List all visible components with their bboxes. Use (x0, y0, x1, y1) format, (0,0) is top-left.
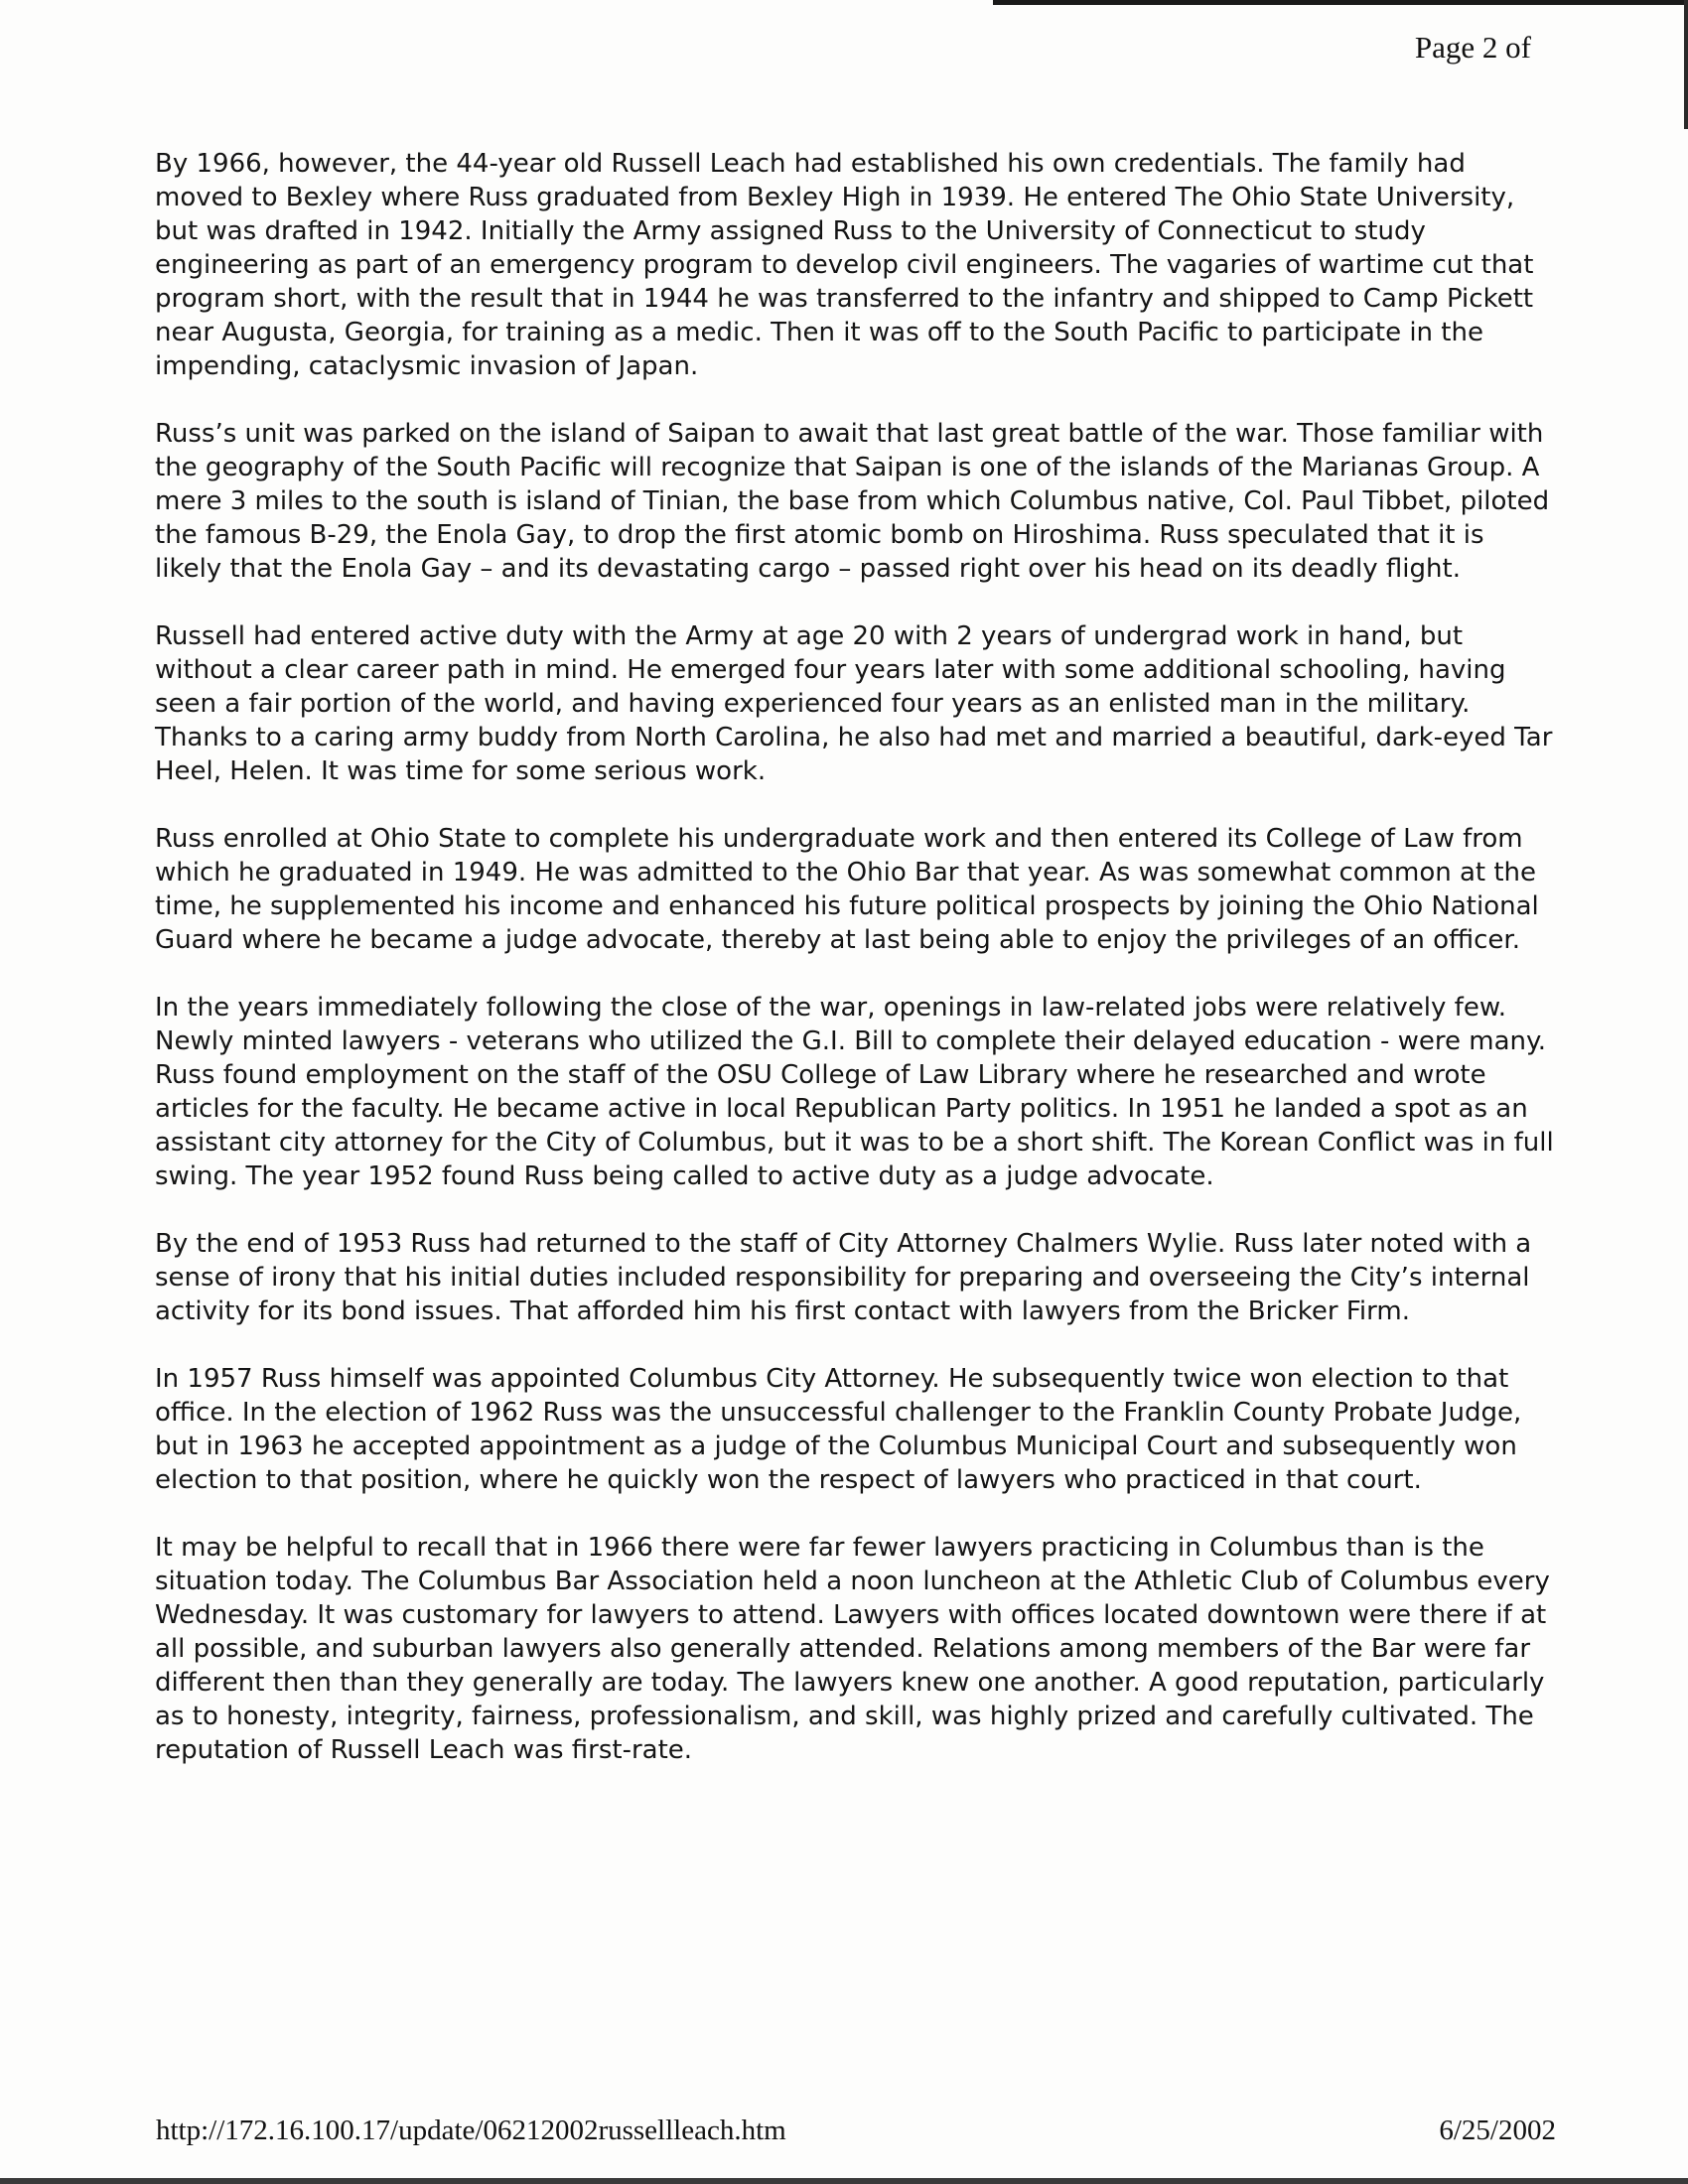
scan-edge-bottom (0, 2178, 1688, 2184)
page-number-header: Page 2 of (1414, 30, 1531, 65)
paragraph-8: It may be helpful to recall that in 1966 there were far fewer lawyers practicing in Columbus than is the situation today. The Columbus Bar Association held a noon luncheon at the Athletic Club of Columbus every Wednesday. It was customary for lawyers to attend. Lawyers with offices located downtown were there if at all possible, and suburban lawyers also generally attended. Relations among members of the Bar were far different then than they generally are today. The lawyers knew one another. A good reputation, particularly as to honesty, integrity, fairness, professionalism, and skill, was highly prized and carefully cultivated. The reputation of Russell Leach was first-rate. (155, 1533, 1550, 1765)
footer-date: 6/25/2002 (1439, 2115, 1556, 2146)
page-footer (156, 2115, 1556, 2147)
scan-edge-right (1684, 0, 1688, 129)
paragraph-7: In 1957 Russ himself was appointed Columbus City Attorney. He subsequently twice won election to that office. In the election of 1962 Russ was the unsuccessful challenger to the Franklin County Probate Judge, but in 1963 he accepted appointment as a judge of the Columbus Municipal Court and subsequently won election to that position, where he quickly won the respect of lawyers who practiced in that court. (155, 1364, 1522, 1495)
paragraph-4: Russ enrolled at Ohio State to complete his undergraduate work and then entered its College of Law from which he graduated in 1949. He was admitted to the Ohio Bar that year. As was somewhat common at the time, he supplemented his income and enhanced his future political prospects by joining the Ohio National Guard where he became a judge advocate, thereby at last being able to enjoy the privileges of an officer. (155, 824, 1539, 955)
scan-edge-top (993, 0, 1688, 5)
footer-url: http://172.16.100.17/update/06212002russellleach.htm (156, 2115, 786, 2146)
paragraph-1: By 1966, however, the 44-year old Russell Leach had established his own credentials. The family had moved to Bexley where Russ graduated from Bexley High in 1939. He entered The Ohio State University, but was drafted in 1942. Initially the Army assigned Russ to the University of Connecticut to study engineering as part of an emergency program to develop civil engineers. The vagaries of wartime cut that program short, with the result that in 1944 he was transferred to the infantry and shipped to Camp Pickett near Augusta, Georgia, for training as a medic. Then it was off to the South Pacific to participate in the impending, cataclysmic invasion of Japan. (155, 149, 1534, 381)
document-body (155, 147, 1555, 1801)
paragraph-6: By the end of 1953 Russ had returned to the staff of City Attorney Chalmers Wylie. Russ later noted with a sense of irony that his initial duties included responsibility for preparing and overseeing the City’s internal activity for its bond issues. That afforded him his first contact with lawyers from the Bricker Firm. (155, 1229, 1532, 1326)
paragraph-5: In the years immediately following the close of the war, openings in law-related jobs were relatively few. Newly minted lawyers - veterans who utilized the G.I. Bill to complete their delayed education - were many. Russ found employment on the staff of the OSU College of Law Library where he researched and wrote articles for the faculty. He became active in local Republican Party politics. In 1951 he landed a spot as an assistant city attorney for the City of Columbus, but it was to be a short shift. The Korean Conflict was in full swing. The year 1952 found Russ being called to active duty as a judge advocate. (155, 993, 1554, 1191)
paragraph-2: Russ’s unit was parked on the island of Saipan to await that last great battle of the war. Those familiar with the geography of the South Pacific will recognize that Saipan is one of the islands of the Marianas Group. A mere 3 miles to the south is island of Tinian, the base from which Columbus native, Col. Paul Tibbet, piloted the famous B-29, the Enola Gay, to drop the first atomic bomb on Hiroshima. Russ speculated that it is likely that the Enola Gay – and its devastating cargo – passed right over his head on its deadly flight. (155, 419, 1550, 584)
paragraph-3: Russell had entered active duty with the Army at age 20 with 2 years of undergrad work in hand, but without a clear career path in mind. He emerged four years later with some additional schooling, having seen a fair portion of the world, and having experienced four years as an enlisted man in the military. Thanks to a caring army buddy from North Carolina, he also had met and married a beautiful, dark-eyed Tar Heel, Helen. It was time for some serious work. (155, 621, 1553, 786)
